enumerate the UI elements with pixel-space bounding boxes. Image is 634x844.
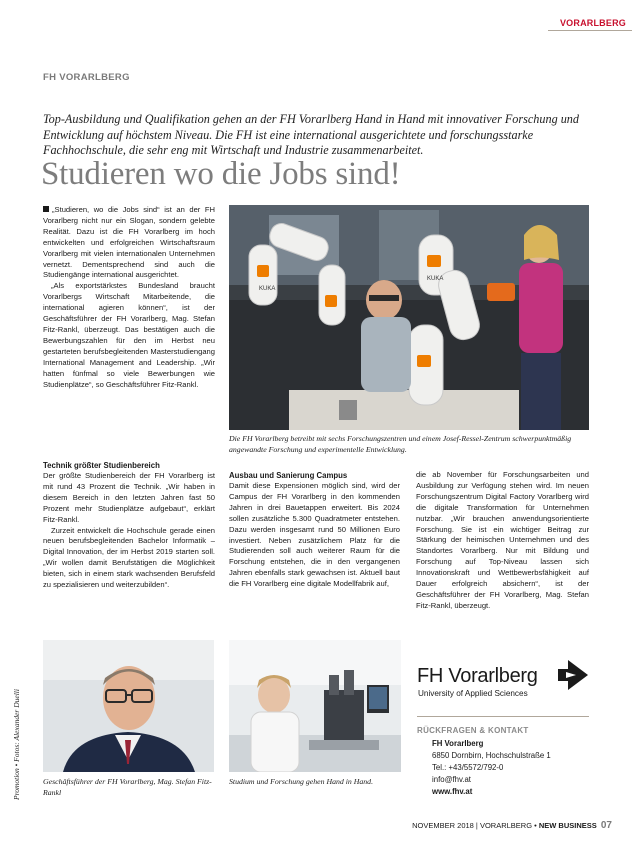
footer-brand: NEW BUSINESS bbox=[538, 821, 597, 830]
main-photo-robots bbox=[229, 205, 589, 430]
col1-paragraph-1 bbox=[43, 205, 215, 281]
headline: Studieren wo die Jobs sind! bbox=[41, 156, 401, 192]
col1-paragraph-3: Der größte Studienbereich der FH Vorarlberg ist mit rund 43 Prozent die Technik. „Wir haben in diesem Bereich in den letzten Jahren fast 50 Prozent mehr Studienplätze aufgebaut“, erklärt Fitz-Rankl. bbox=[43, 471, 215, 524]
kicker: FH VORARLBERG bbox=[43, 72, 130, 83]
header-rule bbox=[548, 30, 632, 31]
portrait-caption: Geschäftsführer der FH Vorarlberg, Mag. Stefan Fitz-Rankl bbox=[43, 777, 212, 797]
section-tag: VORARLBERG bbox=[559, 18, 626, 28]
fh-logo-text: FH Vorarlberg bbox=[417, 665, 538, 687]
column-3 bbox=[416, 470, 589, 612]
robot-brand-label: KUKA bbox=[259, 286, 276, 292]
robot-brand-label: KUKA bbox=[427, 276, 444, 282]
intro-paragraph: Top-Ausbildung und Qualifikation gehen an der FH Vorarlberg Hand in Hand mit innovativer Forschung und Entwicklung auf höchstem Niveau. Die FH ist eine international ausgerichtete und forschungsstarke Fachhochschule, die sehr eng mit Wirtschaft und Industrie zusammenarbeitet. bbox=[43, 112, 579, 157]
contact-org: FH Vorarlberg bbox=[432, 739, 484, 748]
portrait-photo bbox=[43, 640, 214, 772]
contact-block bbox=[432, 738, 551, 798]
contact-website-link[interactable]: www.fhv.at bbox=[432, 787, 473, 796]
fh-logo-subtitle: University of Applied Sciences bbox=[418, 689, 528, 698]
bullet-square-icon bbox=[43, 206, 49, 212]
col2-paragraph-1: Damit diese Expensionen möglich sind, wird der Campus der FH Vorarlberg in den kommenden Jahren in drei Bauetappen erweitert. Bis 2024 sollen zusätzliche 5.300 Quadratmeter entstehen. Dazu werden insgesamt rund 50 Millionen Euro investiert. Neben zusätzlichem Platz für die Studierenden soll auch weiterer Raum für die Forschung entstehen, die in den vergangenen Jahren ebenfalls stark gewachsen ist. Aktuell baut die FH Vorarlberg eine digitale Modellfabrik auf, bbox=[229, 481, 400, 589]
col3-paragraph-1: die ab November für Forschungsarbeiten und Ausbildung zur Verfügung stehen wird. Im neuen Forschungszentrum Digital Factory Vorarlberg wird die digitale Transformation für Unternehmen nutzbar. „Wir brauchen anwendungsorientierte Forschung. Sie ist ein wichtiger Beitrag zur Stärkung der heimischen Unternehmen und des Standortes Vorarlberg. Nur mit Bildung und Forschung auf Top-Niveau lassen sich Innovationskraft und Wettbewerbsfähigkeit auf Dauer erfolgreich absichern“, ist der Geschäftsführer der FH Vorarlberg, Mag. Stefan Fitz-Rankl, überzeugt. bbox=[416, 470, 589, 610]
footer-date: NOVEMBER 2018 | VORARLBERG • bbox=[412, 821, 539, 830]
page-footer bbox=[412, 820, 612, 831]
col1-paragraph-2: „Als exportstärkstes Bundesland braucht Vorarlbergs Wirtschaft Mitarbeitende, die international agieren können“, ist der Geschäftsführer der FH Vorarlberg, Mag. Stefan Fitz-Rankl, überzeugt. Das bestätigen auch die Bewerbungszahlen für den im Herbst neu gestarteten berufsbegleitenden Masterstudiengang International Management and Leadership. „Wir hatten fünfmal so viele Bewerbungen wie Studienplätze“, so Geschäftsführer Fitz-Rankl. bbox=[43, 281, 215, 389]
col1-p1-text: „Studieren, wo die Jobs sind“ ist an der FH Vorarlberg nicht nur ein Slogan, sondern gelebte Realität. Dazu ist die FH Vorarlberg im hoch entwickelten und erfolgreichen Wirtschaftsraum Vorarlberg mit vielen internationalen Unternehmen vernetzt. Dementsprechend sind auch die Studiengänge international ausgerichtet. bbox=[43, 205, 215, 280]
contact-email[interactable]: info@fhv.at bbox=[432, 775, 471, 784]
column-1-lower bbox=[43, 460, 215, 591]
column-2 bbox=[229, 470, 400, 590]
col2-subheading: Ausbau und Sanierung Campus bbox=[229, 471, 348, 480]
lab-caption: Studium und Forschung gehen Hand in Hand. bbox=[229, 777, 374, 786]
main-photo-caption: Die FH Vorarlberg betreibt mit sechs Forschungszentren und einem Josef-Ressel-Zentrum schwerpunktmäßig angewandte Forschung und experimentelle Entwicklung. bbox=[229, 434, 572, 454]
contact-heading: RÜCKFRAGEN & KONTAKT bbox=[417, 726, 529, 735]
contact-address: 6850 Dornbirn, Hochschulstraße 1 bbox=[432, 751, 551, 760]
page-number: 07 bbox=[600, 820, 612, 831]
contact-phone: Tel.: +43/5572/792-0 bbox=[432, 763, 504, 772]
column-1 bbox=[43, 205, 215, 390]
lab-photo bbox=[229, 640, 401, 772]
logo-divider bbox=[417, 716, 589, 717]
col1-subheading: Technik größter Studienbereich bbox=[43, 461, 160, 470]
photo-credit: Promotion • Fotos: Alexander Duelli bbox=[12, 689, 21, 800]
col1-paragraph-4: Zurzeit entwickelt die Hochschule gerade einen neuen berufsbegleitenden Bachelor Informatik – Digital Innovation, der im Herbst 2019 starten soll. „Wir wollen damit Berufstätigen die Möglichkeit bieten, sich in einem stark wachsenden Berufsfeld zu spezialisieren und weiterzubilden“. bbox=[43, 525, 215, 590]
fh-logo-mark-icon bbox=[558, 660, 588, 690]
